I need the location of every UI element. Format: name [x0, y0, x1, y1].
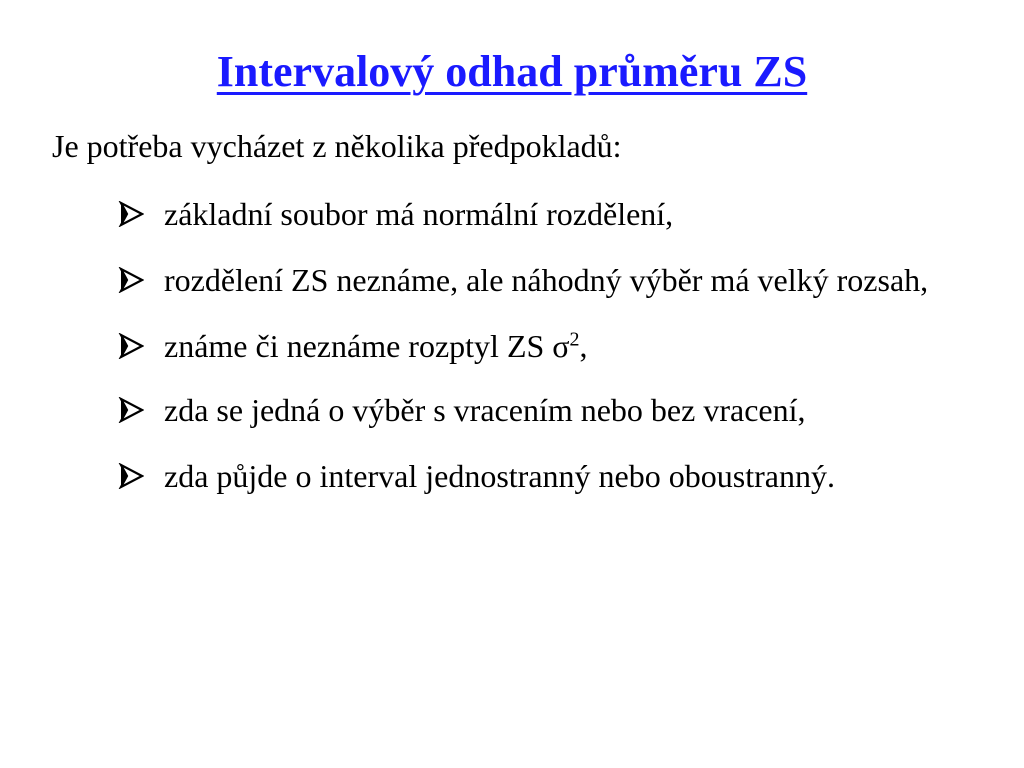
list-item-text — [164, 324, 970, 368]
list-item — [118, 192, 970, 236]
assumption-list — [118, 192, 970, 520]
arrowhead-bullet-icon — [118, 324, 164, 368]
intro-text: Je potřeba vycházet z několika předpokladů: — [52, 128, 622, 164]
list-item-text-main: známe či neznáme rozptyl ZS σ — [164, 328, 570, 364]
list-item-text: základní soubor má normální rozdělení, — [164, 196, 674, 232]
list-item — [118, 454, 970, 498]
list-item — [118, 388, 970, 432]
arrowhead-bullet-icon — [118, 388, 164, 432]
arrowhead-bullet-icon — [118, 192, 164, 236]
superscript-exponent: 2 — [569, 328, 580, 351]
list-item-text: zda půjde o interval jednostranný nebo oboustranný. — [164, 458, 835, 494]
list-item-text: zda se jedná o výběr s vracením nebo bez vracení, — [164, 392, 806, 428]
arrowhead-bullet-icon — [118, 454, 164, 498]
list-item — [118, 324, 970, 368]
list-item — [118, 258, 970, 302]
slide-title: Intervalový odhad průměru ZS — [216, 47, 808, 96]
list-item-text: rozdělení ZS neznáme, ale náhodný výběr má velký rozsah, — [164, 262, 929, 298]
arrowhead-bullet-icon — [118, 258, 164, 302]
list-item-text-tail: , — [579, 328, 588, 364]
